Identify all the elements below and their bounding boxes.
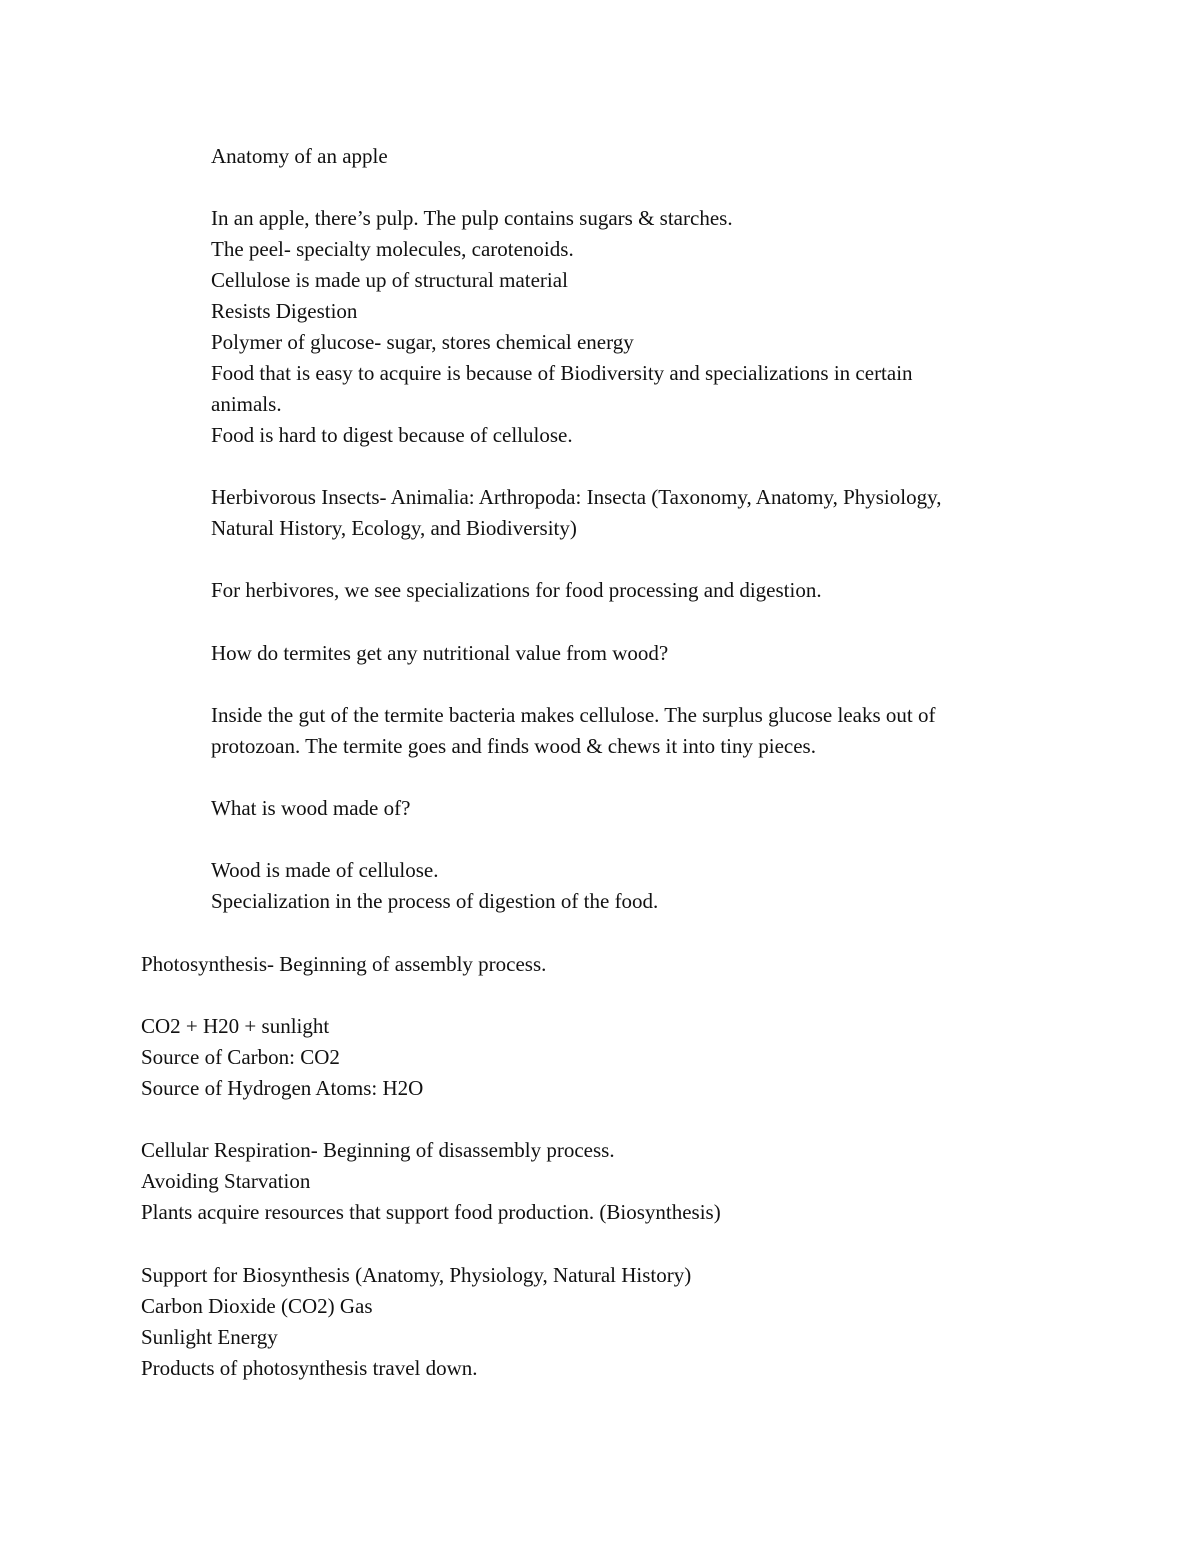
- text-line: Specialization in the process of digestion of the food.: [211, 889, 659, 913]
- text-line: Inside the gut of the termite bacteria makes cellulose. The surplus glucose leaks out of: [211, 703, 936, 727]
- text-line: Polymer of glucose- sugar, stores chemical energy: [211, 330, 634, 354]
- text-line: Cellulose is made up of structural material: [211, 268, 568, 292]
- text-line: Wood is made of cellulose.: [211, 858, 439, 882]
- text-line: Food that is easy to acquire is because of Biodiversity and specializations in certain: [211, 361, 913, 385]
- text-line: For herbivores, we see specializations for food processing and digestion.: [211, 578, 822, 602]
- text-line: Sunlight Energy: [141, 1325, 278, 1349]
- text-line: Photosynthesis- Beginning of assembly process.: [141, 952, 547, 976]
- text-line: CO2 + H20 + sunlight: [141, 1014, 330, 1038]
- text-line: Resists Digestion: [211, 299, 358, 323]
- text-line: How do termites get any nutritional value from wood?: [211, 641, 669, 665]
- text-line: Products of photosynthesis travel down.: [141, 1356, 478, 1380]
- text-line: Source of Hydrogen Atoms: H2O: [141, 1076, 424, 1100]
- text-line: protozoan. The termite goes and finds wood & chews it into tiny pieces.: [211, 734, 816, 758]
- text-line: Source of Carbon: CO2: [141, 1045, 340, 1069]
- text-line: In an apple, there’s pulp. The pulp contains sugars & starches.: [211, 206, 733, 230]
- text-line: Carbon Dioxide (CO2) Gas: [141, 1294, 373, 1318]
- text-line: Avoiding Starvation: [141, 1169, 311, 1193]
- text-line: Plants acquire resources that support food production. (Biosynthesis): [141, 1200, 721, 1224]
- text-line: Support for Biosynthesis (Anatomy, Physiology, Natural History): [141, 1263, 692, 1287]
- text-line: Natural History, Ecology, and Biodiversity): [211, 516, 577, 540]
- text-line: Cellular Respiration- Beginning of disassembly process.: [141, 1138, 615, 1162]
- text-line: What is wood made of?: [211, 796, 411, 820]
- heading-anatomy-of-apple: Anatomy of an apple: [211, 144, 388, 168]
- text-line: Herbivorous Insects- Animalia: Arthropoda: Insecta (Taxonomy, Anatomy, Physiology,: [211, 485, 942, 509]
- text-line: The peel- specialty molecules, carotenoids.: [211, 237, 574, 261]
- text-line: Food is hard to digest because of cellulose.: [211, 423, 573, 447]
- text-line: animals.: [211, 392, 282, 416]
